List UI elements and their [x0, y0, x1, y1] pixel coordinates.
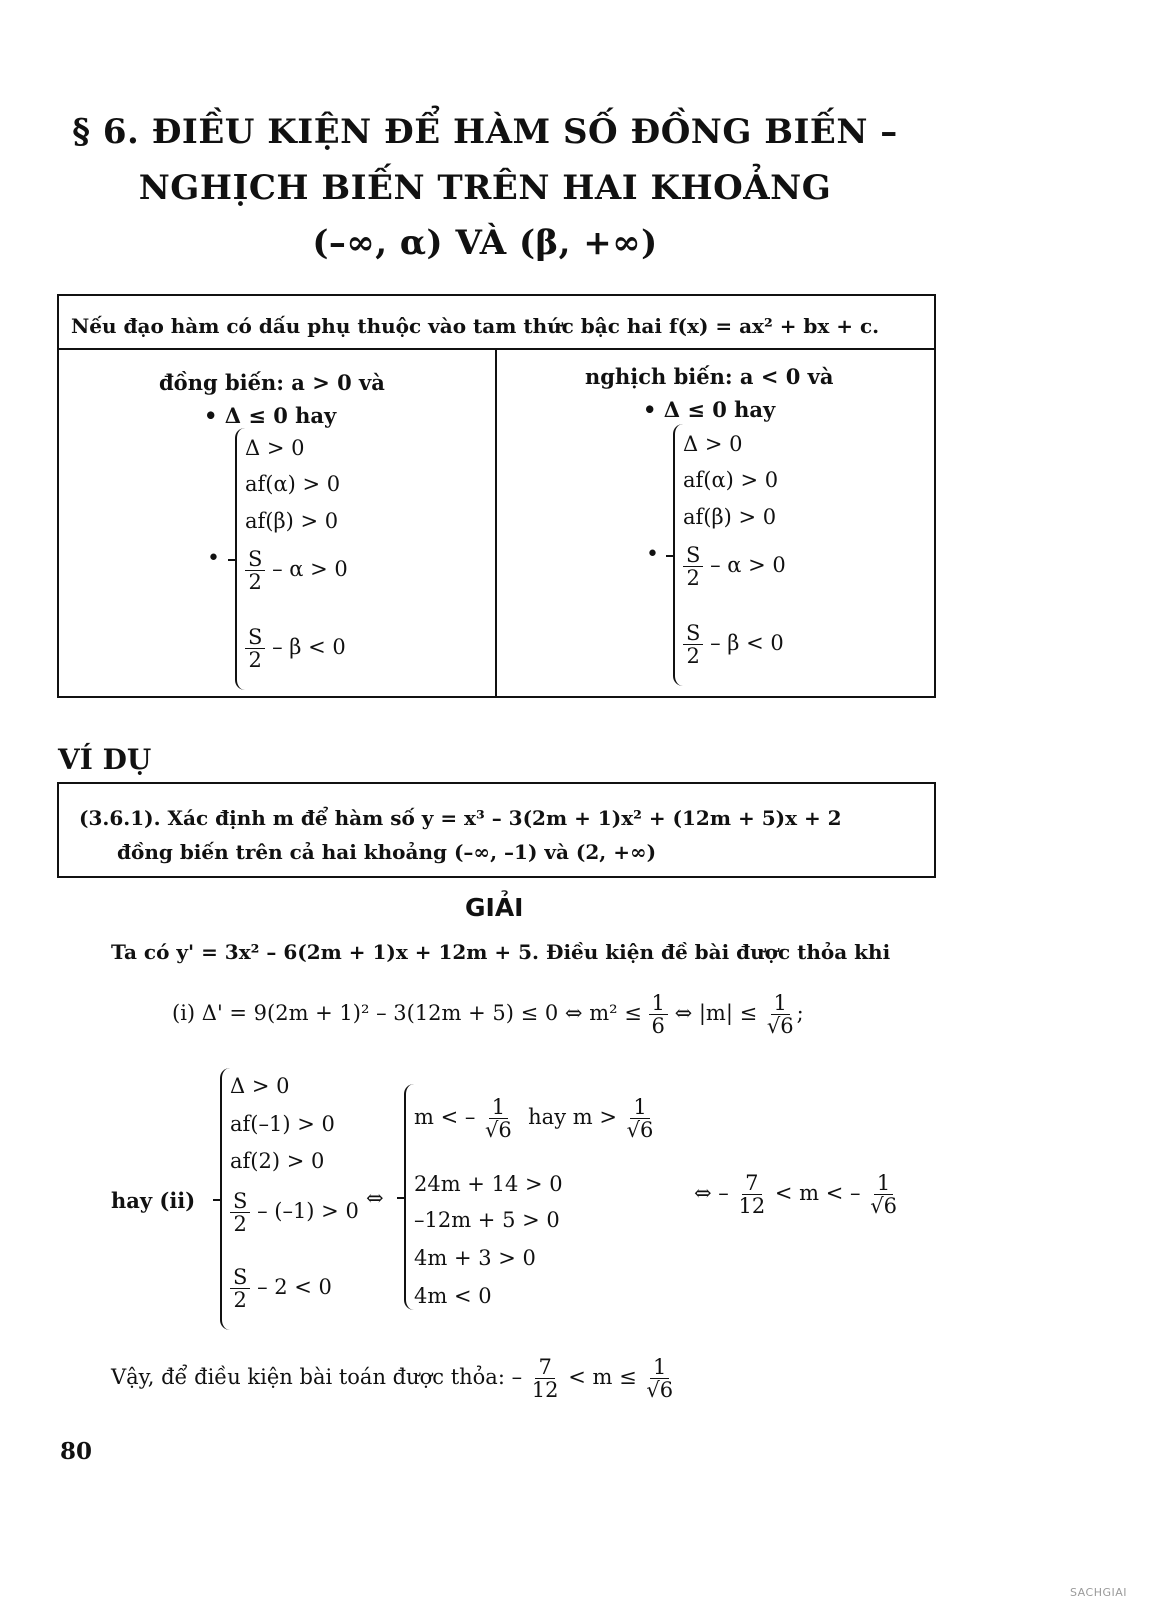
table-header: Nếu đạo hàm có dấu phụ thuộc vào tam thức bậc hai f(x) = ax² + bx + c. — [71, 314, 880, 338]
equivalence-1: ⇔ — [366, 1186, 384, 1210]
problem-box — [57, 782, 936, 878]
left-cond-2: af(α) > 0 — [245, 472, 341, 496]
right-bullet-2: • — [646, 542, 659, 567]
sys1-line-5: $\frac{S}{2}$ – 2 < 0 — [230, 1266, 332, 1311]
sys1-line-3: af(2) > 0 — [230, 1149, 325, 1173]
example-heading: VÍ DỤ — [58, 743, 152, 776]
left-cond-3: af(β) > 0 — [245, 509, 339, 533]
sys2-line-2: 24m + 14 > 0 — [414, 1172, 563, 1196]
heading-line-3: (–∞, α) VÀ (β, +∞) — [312, 223, 658, 263]
left-bullet-2: • — [207, 546, 220, 571]
solution-line-1: Ta có y' = 3x² – 6(2m + 1)x + 12m + 5. Điều kiện đề bài được thỏa khi — [111, 940, 891, 964]
problem-line-2: đồng biến trên cả hai khoảng (–∞, –1) và (2, +∞) — [117, 840, 657, 864]
sys1-line-4: $\frac{S}{2}$ – (–1) > 0 — [230, 1190, 359, 1235]
right-cond-4: $\frac{S}{2}$ – α > 0 — [683, 544, 786, 589]
page-number: 80 — [60, 1438, 93, 1465]
right-cond-3: af(β) > 0 — [683, 505, 777, 529]
conclusion: Vậy, để điều kiện bài toán được thỏa: – $\frac{7}{12}$ < m ≤ $\frac{1}{√6}$ — [111, 1355, 674, 1403]
watermark-logo: SACHGIAI — [1070, 1586, 1128, 1599]
hay-ii-label: hay (ii) — [111, 1188, 196, 1213]
left-bullet-1: • Δ ≤ 0 hay — [204, 403, 337, 428]
left-cond-4: $\frac{S}{2}$ – α > 0 — [245, 548, 348, 593]
right-title: nghịch biến: a < 0 và — [585, 364, 834, 389]
heading-line-1: § 6. ĐIỀU KIỆN ĐỂ HÀM SỐ ĐỒNG BIẾN – — [72, 112, 898, 152]
left-title: đồng biến: a > 0 và — [159, 370, 385, 395]
heading-line-2: NGHỊCH BIẾN TRÊN HAI KHOẢNG — [138, 168, 832, 208]
sys2-line-4: 4m + 3 > 0 — [414, 1246, 536, 1270]
condition-i: (i) Δ' = 9(2m + 1)² – 3(12m + 5) ≤ 0 ⇔ m² ≤ $\frac{1}{6}$ ⇔ |m| ≤ $\frac{1}{√6}$ ; — [172, 991, 804, 1039]
right-cond-1: Δ > 0 — [683, 432, 743, 456]
sys1-line-2: af(–1) > 0 — [230, 1112, 335, 1136]
condition-table — [57, 294, 936, 698]
left-cond-1: Δ > 0 — [245, 436, 305, 460]
left-cond-5: $\frac{S}{2}$ – β < 0 — [245, 626, 346, 671]
table-column-divider — [495, 348, 497, 698]
sys2-line-1: m < – $\frac{1}{√6}$ hay m > $\frac{1}{√6}$ — [414, 1095, 654, 1143]
sys2-line-5: 4m < 0 — [414, 1284, 492, 1308]
result-range: ⇔ – $\frac{7}{12}$ < m < – $\frac{1}{√6}$ — [694, 1171, 897, 1219]
solution-heading: GIẢI — [465, 893, 524, 922]
problem-line-1: (3.6.1). Xác định m để hàm số y = x³ – 3(2m + 1)x² + (12m + 5)x + 2 — [79, 806, 842, 830]
sys2-line-3: –12m + 5 > 0 — [414, 1208, 560, 1232]
right-bullet-1: • Δ ≤ 0 hay — [643, 397, 776, 422]
right-cond-5: $\frac{S}{2}$ – β < 0 — [683, 622, 784, 667]
right-cond-2: af(α) > 0 — [683, 468, 779, 492]
sys1-line-1: Δ > 0 — [230, 1074, 290, 1098]
